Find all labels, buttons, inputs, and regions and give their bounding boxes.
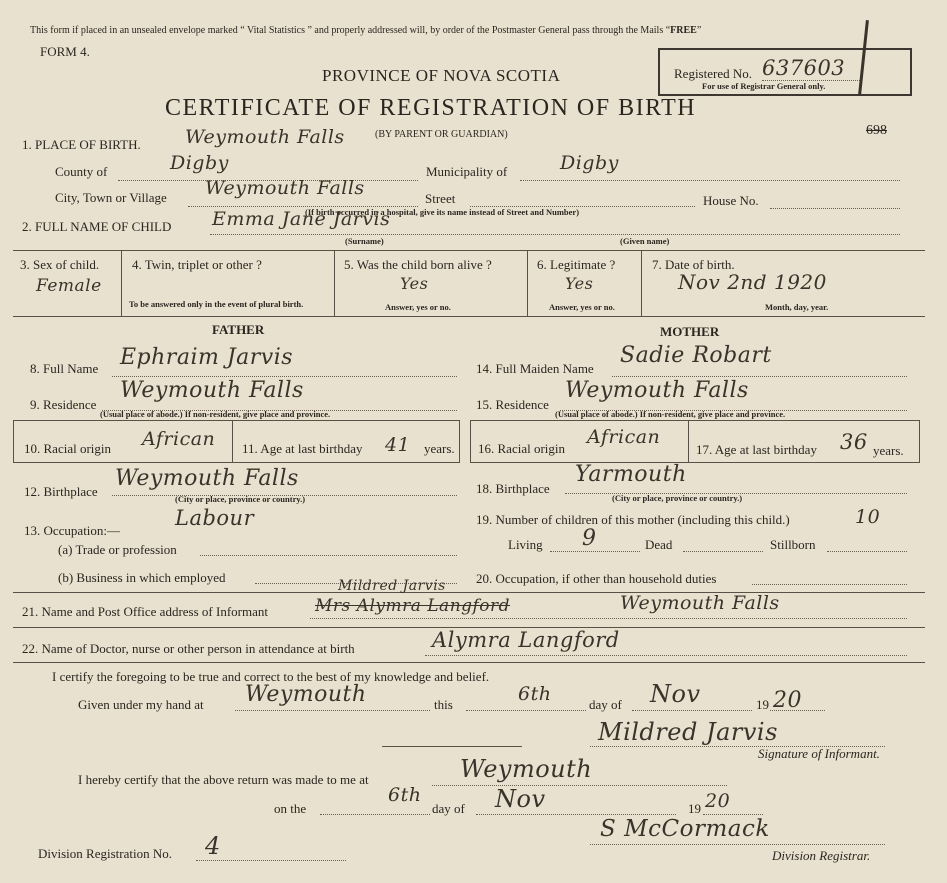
certify-year: 20 [773,688,802,713]
living-label: Living [508,537,543,552]
house-label: House No. [703,193,759,208]
mother-birthplace: Yarmouth [575,462,687,487]
division-label: Division Registration No. [38,846,172,861]
father-racial-label: 10. Racial origin [24,441,112,456]
registrar-year-prefix: 19 [688,801,701,816]
sex-value: Female [36,276,102,296]
city-value: Weymouth Falls [205,177,365,199]
doctor-label: 22. Name of Doctor, nurse or other person in attendance at birth [22,641,355,656]
certify-dayof-label: day of [589,697,622,712]
informant-correction: Mildred Jarvis [338,578,446,594]
given-label: Given under my hand at [78,697,204,712]
father-occupation: Labour [175,506,255,530]
hospital-note: (If birth occurred in a hospital, give its name instead of Street and Number) [305,207,580,217]
dead-label: Dead [645,537,673,552]
division-number: 4 [205,832,221,860]
sex-label: 3. Sex of child. [20,257,100,272]
city-label: City, Town or Village [55,190,167,205]
legit-value: Yes [565,274,594,293]
alive-value: Yes [400,274,429,293]
mother-occ-label: 20. Occupation, if other than household duties [476,571,717,586]
mother-res-note: (Usual place of abode.) If non-resident, give place and province. [555,409,786,419]
registrar-use-note: For use of Registrar General only. [702,81,826,91]
certify-year-prefix: 19 [756,697,769,712]
province-heading: PROVINCE OF NOVA SCOTIA [322,66,561,85]
children-label: 19. Number of children of this mother (including this child.) [476,512,790,527]
business-label: (b) Business in which employed [58,570,226,585]
mother-heading: MOTHER [660,324,720,339]
place-note: (BY PARENT OR GUARDIAN) [375,129,508,140]
form-number: FORM 4. [40,44,90,59]
registrar-day: 6th [388,784,422,806]
father-birth-note: (City or place, province or country.) [175,494,306,504]
dob-label: 7. Date of birth. [652,257,735,272]
corner-mark: 698 [866,123,887,138]
informant-label: 21. Name and Post Office address of Informant [22,604,268,619]
father-residence: Weymouth Falls [120,378,304,403]
child-name: Emma Jane Jarvis [212,208,391,230]
father-age-label: 11. Age at last birthday [242,441,363,456]
doctor-value: Alymra Langford [432,628,620,652]
alive-label: 5. Was the child born alive ? [344,257,492,272]
trade-label: (a) Trade or profession [58,542,177,557]
legit-note: Answer, yes or no. [549,302,615,312]
mother-residence: Weymouth Falls [565,378,749,403]
certify-day: 6th [518,683,552,705]
informant-address: Weymouth Falls [620,592,780,614]
registrar-statement: I hereby certify that the above return was made to me at [78,772,369,787]
alive-note: Answer, yes or no. [385,302,451,312]
father-name-label: 8. Full Name [30,361,99,376]
place-value: Weymouth Falls [185,126,345,148]
child-label: 2. FULL NAME OF CHILD [22,219,172,234]
twin-label: 4. Twin, triplet or other ? [132,257,262,272]
mother-res-label: 15. Residence [476,397,549,412]
this-label: this [434,697,453,712]
stillborn-label: Stillborn [770,537,816,552]
certify-month: Nov [650,680,701,708]
father-age: 41 [385,434,411,456]
father-name: Ephraim Jarvis [120,345,294,370]
mother-racial-label: 16. Racial origin [478,441,566,456]
mother-name-label: 14. Full Maiden Name [476,361,594,376]
father-res-label: 9. Residence [30,397,97,412]
certify-statement: I certify the foregoing to be true and correct to the best of my knowledge and belief. [52,669,490,684]
registered-number: 637603 [762,56,846,80]
registered-label: Registered No. [674,66,752,81]
mother-name: Sadie Robart [620,343,772,368]
father-birthplace: Weymouth Falls [115,466,299,491]
informant-sig-label: Signature of Informant. [758,746,880,761]
county-value: Digby [170,152,229,174]
registrar-month: Nov [495,785,546,813]
registrar-year: 20 [705,790,731,812]
registrar-dayof-label: day of [432,801,465,816]
dob-value: Nov 2nd 1920 [678,270,827,294]
living-count: 9 [582,526,597,551]
father-heading: FATHER [212,322,265,337]
street-label: Street [425,191,456,206]
father-racial: African [142,428,216,450]
children-count: 10 [855,506,881,528]
municipality-value: Digby [560,152,619,174]
given-name-label: (Given name) [620,236,670,246]
mother-racial: African [587,426,661,448]
father-birth-label: 12. Birthplace [24,484,98,499]
informant-signature: Mildred Jarvis [598,718,778,746]
father-years: years. [424,441,455,456]
father-res-note: (Usual place of abode.) If non-resident, give place and province. [100,409,331,419]
mother-age-label: 17. Age at last birthday [696,442,817,457]
county-label: County of [55,164,108,179]
mother-birth-label: 18. Birthplace [476,481,550,496]
registrar-place: Weymouth [460,755,593,783]
twin-note: To be answered only in the event of plural birth. [129,299,304,309]
place-label: 1. PLACE OF BIRTH. [22,137,141,152]
registrar-sig-label: Division Registrar. [772,848,871,863]
legit-label: 6. Legitimate ? [537,257,616,272]
on-label: on the [274,801,307,816]
mother-age: 36 [840,430,868,454]
mail-notice: This form if placed in an unsealed envelope marked “ Vital Statistics ” and properly addressed will, by order of the Postmaster General pass through the Mails “FREE” [30,25,702,36]
dob-note: Month, day, year. [765,302,829,312]
surname-label: (Surname) [345,236,384,246]
municipality-label: Municipality of [426,164,508,179]
registrar-signature: S McCormack [600,816,770,842]
father-occ-label: 13. Occupation:— [24,523,121,538]
mother-years: years. [873,443,904,458]
page-title: CERTIFICATE OF REGISTRATION OF BIRTH [165,95,697,121]
mother-birth-note: (City or place, province or country.) [612,493,743,503]
informant-name: Mrs Alymra Langford [315,596,511,616]
given-place: Weymouth [245,682,367,707]
